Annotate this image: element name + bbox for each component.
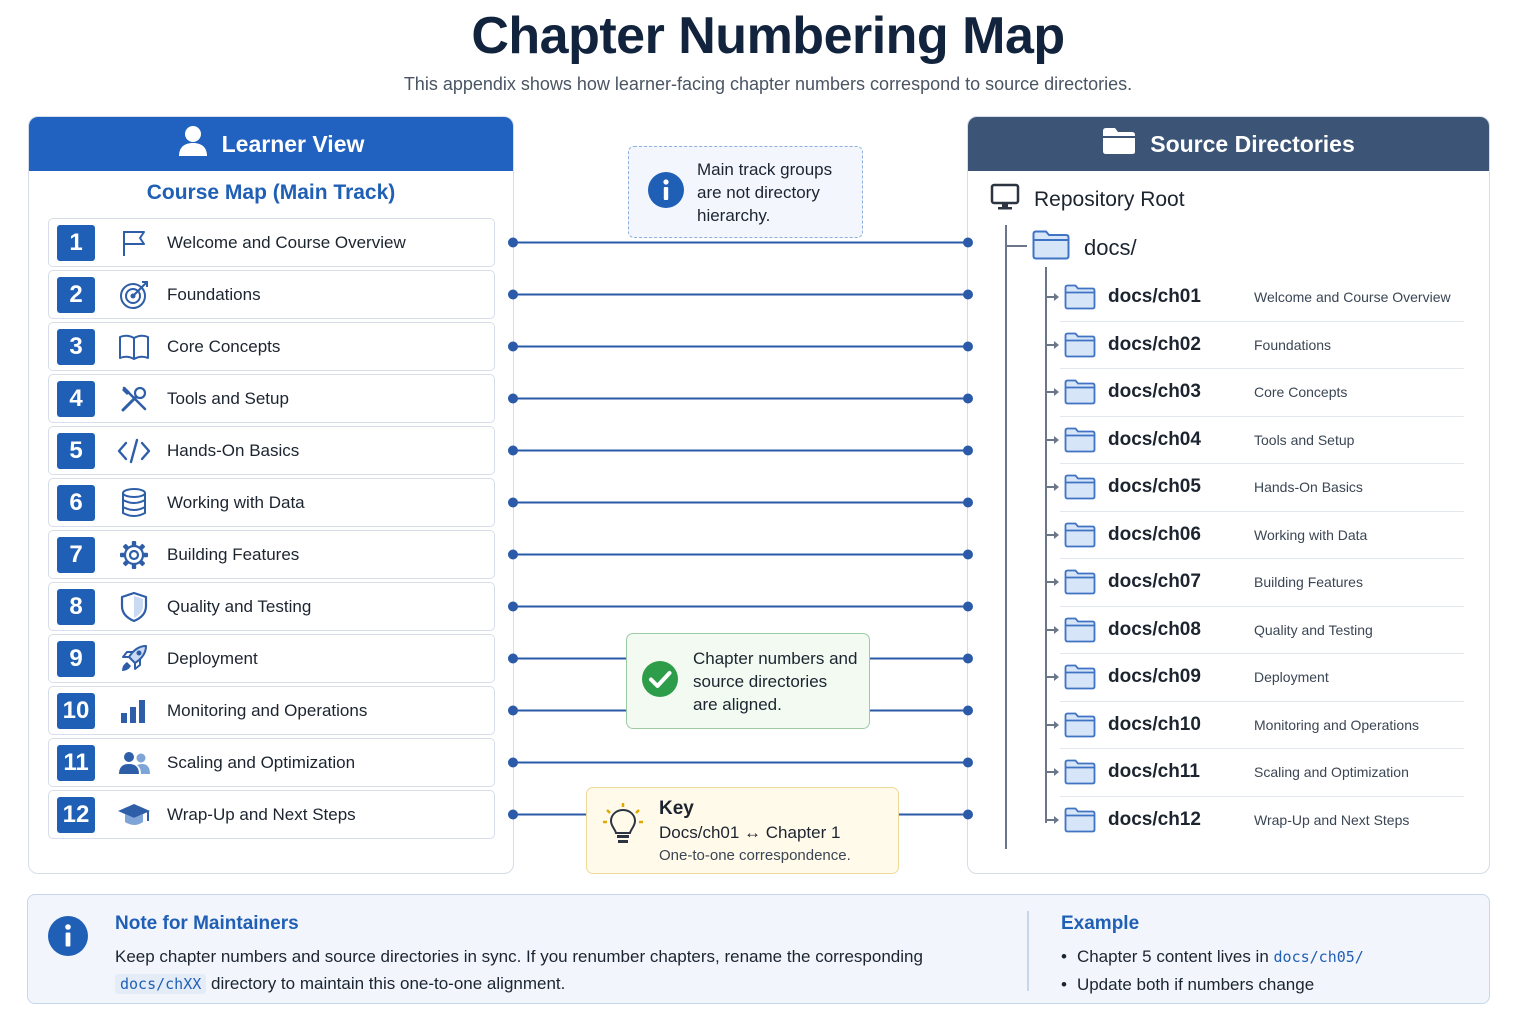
- learner-view-panel: [28, 116, 514, 874]
- aligned-callout-line: Chapter numbers and: [693, 648, 858, 668]
- database-icon: [117, 486, 151, 520]
- page-subtitle: This appendix shows how learner-facing chapter numbers correspond to source directories.: [403, 74, 1133, 94]
- tree-branch: [1045, 676, 1057, 678]
- inline-code: docs/ch05/: [1273, 948, 1364, 966]
- folder-icon: [1064, 284, 1096, 310]
- tree-branch: [1045, 771, 1057, 773]
- example-item-text: Chapter 5 content lives in: [1076, 947, 1269, 966]
- directory-name: docs/ch11: [1108, 761, 1200, 783]
- chapter-number: 10: [57, 693, 95, 729]
- learner-view-title: Learner View: [221, 130, 365, 157]
- tree-branch: [1045, 344, 1057, 346]
- directory-row: [1060, 512, 1464, 560]
- chapter-row: [48, 322, 495, 371]
- docs-root-label: docs/: [1084, 235, 1137, 260]
- note-body: [115, 943, 995, 998]
- info-callout-line: are not directory: [697, 182, 820, 202]
- key-box: [586, 787, 899, 874]
- folder-icon: [1064, 522, 1096, 548]
- rocket-icon: [117, 642, 151, 676]
- directory-name: docs/ch07: [1108, 571, 1201, 593]
- tree-line: [1045, 267, 1047, 823]
- chapter-row: [48, 738, 495, 787]
- tree-branch: [1005, 245, 1027, 247]
- directory-row: [1060, 274, 1464, 322]
- directory-description: Hands-On Basics: [1254, 479, 1363, 496]
- users-icon: [117, 746, 151, 780]
- directory-row: [1060, 559, 1464, 607]
- directory-name: docs/ch12: [1108, 809, 1201, 831]
- directory-name: docs/ch10: [1108, 713, 1201, 735]
- folder-icon: [1032, 230, 1070, 266]
- check-circle-icon: [641, 660, 679, 703]
- folder-icon: [1064, 569, 1096, 595]
- directory-description: Scaling and Optimization: [1254, 764, 1409, 781]
- tree-branch: [1045, 724, 1057, 726]
- chapter-label: Quality and Testing: [167, 596, 312, 616]
- lightbulb-icon: [603, 802, 643, 853]
- directory-name: docs/ch04: [1108, 428, 1201, 450]
- key-note: One-to-one correspondence.: [659, 847, 851, 864]
- user-icon: [178, 125, 208, 163]
- directory-description: Deployment: [1254, 669, 1329, 686]
- chapter-row: [48, 478, 495, 527]
- chapter-label: Foundations: [167, 284, 261, 304]
- directory-row: [1060, 417, 1464, 465]
- folder-icon: [1064, 332, 1096, 358]
- directory-name: docs/ch08: [1108, 618, 1201, 640]
- folder-icon: [1064, 379, 1096, 405]
- docs-root-folder: [1032, 230, 1137, 266]
- directory-description: Working with Data: [1254, 526, 1368, 543]
- target-icon: [117, 278, 151, 312]
- directory-row: [1060, 464, 1464, 512]
- directory-description: Building Features: [1254, 574, 1363, 591]
- folder-icon: [1064, 427, 1096, 453]
- example-item: [1061, 971, 1364, 998]
- chapter-number: 4: [57, 381, 95, 417]
- source-directories-header: [968, 117, 1489, 171]
- flag-icon: [117, 226, 151, 260]
- directory-row: [1060, 749, 1464, 797]
- directory-description: Wrap-Up and Next Steps: [1254, 812, 1410, 829]
- directory-row: [1060, 607, 1464, 655]
- note-divider: [1027, 911, 1029, 991]
- book-icon: [117, 330, 151, 364]
- gear-icon: [117, 538, 151, 572]
- info-icon: [647, 171, 685, 214]
- chapter-number: 6: [57, 485, 95, 521]
- tree-branch: [1045, 486, 1057, 488]
- repository-root: [990, 183, 1185, 217]
- folder-icon: [1064, 474, 1096, 500]
- monitor-icon: [990, 183, 1020, 217]
- info-callout-line: Main track groups: [697, 159, 833, 179]
- maintainer-note: [27, 894, 1490, 1004]
- chapter-label: Deployment: [167, 648, 258, 668]
- chapter-label: Welcome and Course Overview: [167, 232, 406, 252]
- chapter-number: 8: [57, 589, 95, 625]
- chapter-number: 5: [57, 433, 95, 469]
- chapter-label: Building Features: [167, 544, 300, 564]
- key-title: Key: [659, 798, 694, 819]
- chapter-row: [48, 582, 495, 631]
- chapter-label: Working with Data: [167, 492, 305, 512]
- chapter-number: 12: [57, 797, 95, 833]
- directory-name: docs/ch03: [1108, 381, 1201, 403]
- chapter-list: [48, 218, 495, 842]
- chapter-label: Hands-On Basics: [167, 440, 300, 460]
- chapter-label: Monitoring and Operations: [167, 700, 368, 720]
- example-title: Example: [1061, 913, 1140, 934]
- tree-line: [1005, 225, 1007, 849]
- tree-branch: [1045, 819, 1057, 821]
- folder-icon: [1102, 127, 1136, 161]
- shield-icon: [117, 590, 151, 624]
- chapter-row: [48, 686, 495, 735]
- aligned-callout: [626, 633, 870, 729]
- course-map-title: Course Map (Main Track): [146, 181, 396, 204]
- note-title: Note for Maintainers: [115, 913, 299, 934]
- chapter-number: 3: [57, 329, 95, 365]
- info-icon: [47, 915, 89, 962]
- directory-name: docs/ch06: [1108, 523, 1201, 545]
- directory-description: Quality and Testing: [1254, 621, 1373, 638]
- folder-icon: [1064, 664, 1096, 690]
- repository-root-label: Repository Root: [1034, 188, 1185, 211]
- example-item: [1061, 943, 1364, 971]
- info-callout: [628, 146, 863, 238]
- bar-chart-icon: [117, 694, 151, 728]
- chapter-row: [48, 270, 495, 319]
- chapter-row: [48, 218, 495, 267]
- folder-icon: [1064, 759, 1096, 785]
- directory-row: [1060, 702, 1464, 750]
- tree-branch: [1045, 391, 1057, 393]
- key-mapping: Docs/ch01 ↔ Chapter 1: [659, 823, 841, 842]
- chapter-row: [48, 790, 495, 839]
- chapter-label: Wrap-Up and Next Steps: [167, 804, 356, 824]
- folder-icon: [1064, 617, 1096, 643]
- tree-branch: [1045, 581, 1057, 583]
- tree-branch: [1045, 439, 1057, 441]
- example-item-text: Update both if numbers change: [1076, 975, 1315, 994]
- example-list: [1061, 943, 1364, 998]
- tree-branch: [1045, 296, 1057, 298]
- folder-icon: [1064, 712, 1096, 738]
- directory-name: docs/ch02: [1108, 333, 1201, 355]
- directory-description: Tools and Setup: [1254, 431, 1355, 448]
- directory-description: Monitoring and Operations: [1254, 716, 1419, 733]
- tree-branch: [1045, 534, 1057, 536]
- aligned-callout-line: source directories: [693, 671, 828, 691]
- note-text: directory to maintain this one-to-one alignment.: [211, 974, 566, 993]
- source-directories-title: Source Directories: [1150, 130, 1355, 157]
- chapter-label: Tools and Setup: [167, 388, 289, 408]
- chapter-label: Scaling and Optimization: [167, 752, 356, 772]
- directory-row: [1060, 369, 1464, 417]
- chapter-row: [48, 634, 495, 683]
- folder-icon: [1064, 807, 1096, 833]
- directory-row: [1060, 797, 1464, 845]
- chapter-number: 11: [57, 745, 95, 781]
- directory-description: Foundations: [1254, 336, 1332, 353]
- tree-branch: [1045, 629, 1057, 631]
- chapter-row: [48, 374, 495, 423]
- inline-code: docs/chXX: [115, 974, 206, 994]
- graduation-cap-icon: [117, 798, 151, 832]
- directory-name: docs/ch01: [1108, 286, 1201, 308]
- tools-icon: [117, 382, 151, 416]
- chapter-label: Core Concepts: [167, 336, 281, 356]
- directory-row: [1060, 322, 1464, 370]
- aligned-callout-line: are aligned.: [693, 694, 782, 714]
- chapter-number: 9: [57, 641, 95, 677]
- code-icon: [117, 434, 151, 468]
- page-title: Chapter Numbering Map: [471, 7, 1065, 65]
- directory-name: docs/ch05: [1108, 476, 1201, 498]
- chapter-number: 7: [57, 537, 95, 573]
- directory-description: Welcome and Course Overview: [1254, 289, 1451, 306]
- info-callout-line: hierarchy.: [697, 205, 771, 225]
- directory-row: [1060, 654, 1464, 702]
- chapter-number: 1: [57, 225, 95, 261]
- chapter-number: 2: [57, 277, 95, 313]
- directory-list: [1060, 274, 1464, 844]
- note-text: Keep chapter numbers and source directories in sync. If you renumber chapters, rename the corresponding: [115, 947, 923, 966]
- chapter-row: [48, 426, 495, 475]
- directory-name: docs/ch09: [1108, 666, 1201, 688]
- directory-description: Core Concepts: [1254, 384, 1348, 401]
- learner-view-header: [29, 117, 513, 171]
- source-directories-panel: [967, 116, 1490, 874]
- chapter-row: [48, 530, 495, 579]
